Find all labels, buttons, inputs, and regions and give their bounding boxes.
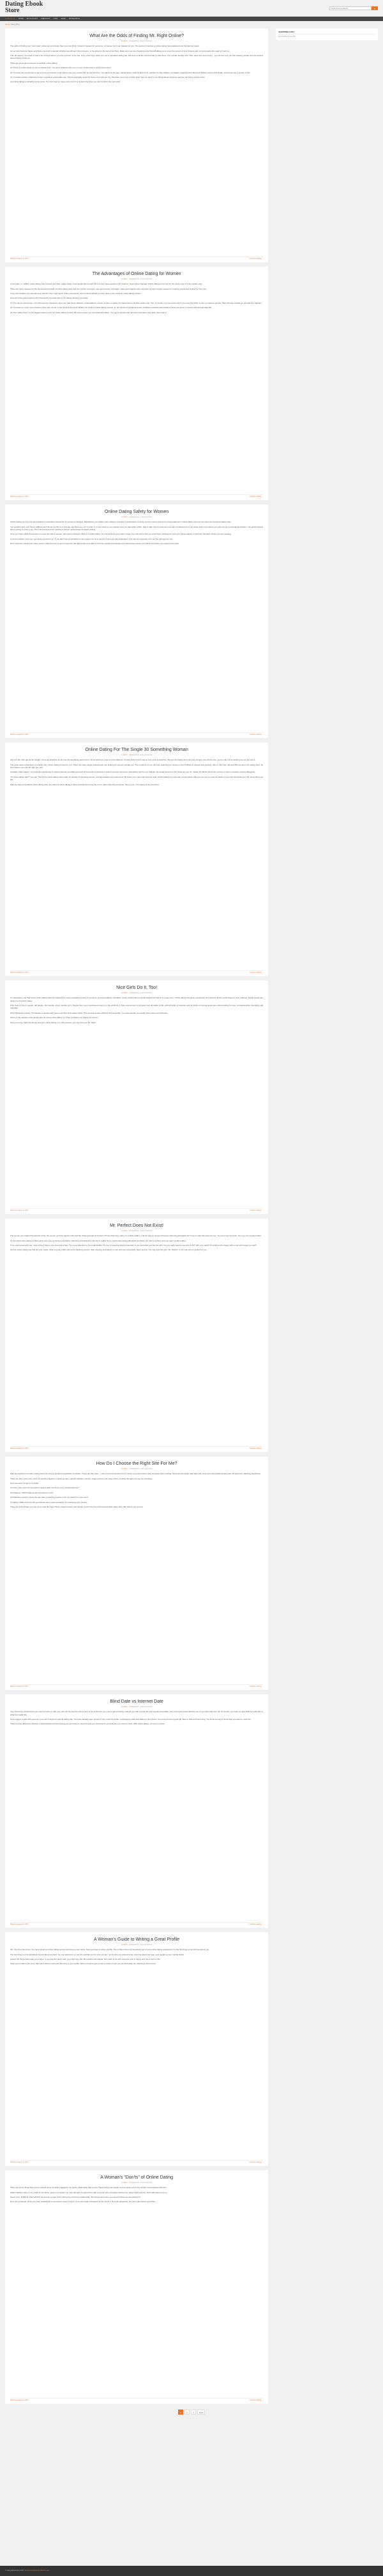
post-paragraph: The odds of finding your "soul mate" online are a lot better than you may think. It doesn't happen for everyone, of course, but it can happen for you. The secret of internet or online dating has explained over the last few years. [10,45,200,48]
post-paragraph: Keep your profile to the point. Men don't want to read your life story in your profile. Write enough to give a man a sense of who you are and leave him wanting to know more. [10,1962,156,1965]
post-paragraph: There is a big difference between a well-intentioned friend saying you just have to meet him and you choosing for yourself who you want to meet. With online dating, you are in control. [10,1722,165,1726]
post-paragraph: Now you know. Take the plunge and give online dating a try. Who knows, you may find your Mr. Right. [10,1021,96,1024]
post-title[interactable]: What Are the Odds of Finding Mr. Right Online? [89,33,184,38]
post-paragraph: (3) Matching systems. Does the site offer a matching system or do you search on your own? [10,1496,89,1499]
post-by: by [121,40,123,42]
post-meta: by admin · Uncategorized · Leave a comment [121,991,153,994]
post-category[interactable]: Uncategorized [128,991,139,994]
post-date[interactable]: Posted on August 11, 2017 [10,496,29,498]
post-meta: by admin · Uncategorized · Leave a comment [121,278,153,280]
post-date[interactable]: Posted on August 11, 2017 [10,2161,29,2164]
blog-post [5,267,268,500]
content-area [0,29,383,2408]
post-title[interactable]: Blind Date vs Internet Date [110,1699,163,1704]
post-title[interactable]: Nice Girls Do It, Too! [116,985,158,990]
post-paragraph: (2) Features. Which features are important to you? [10,1491,54,1494]
post-paragraph: (2) You have so many more choices online that you do in your local social world. Before the world of online dating opened up, the choice of friends and even of lifetime partners was limited to those we came in contact with through daily life. [10,306,212,309]
post-by: by [121,515,123,518]
post-paragraph: (3) The "safety factor" is the biggest reason of all. No online dating service will never reveal your personal information. You get to choose who has that information and when they have it. [10,311,167,314]
post-meta: by admin · Uncategorized · Leave a comment [121,753,153,756]
cart-widget-empty: No products in the cart. [278,36,296,38]
post-date[interactable]: Posted on August 11, 2017 [10,1210,29,1212]
search-input[interactable] [329,6,372,10]
nav-item-checkout[interactable]: CHECKOUT [40,17,50,20]
post-paragraph: If you are honest with you, most of them have a one-two-kind of flaw. Try to pay attention to the small details. The key is knowing what is important to you and what you can live with. Do you really need a man who is 6'2" with a six pack? Or could you be happy with a man who treats you well? [10,1244,257,1247]
nav-item-my-account[interactable]: MY ACCOUNT [26,17,38,20]
post-paragraph: Accent the things that make you unique. If you play the piano well, you might say that. Be positive and upbeat. Men want to be with someone who is happy and has a zest for life. [10,1958,161,1961]
pagination [0,2409,383,2415]
post-paragraph: Here are some things to consider: [10,1482,40,1485]
post-category[interactable]: Uncategorized [128,1705,139,1708]
post-author[interactable]: admin [123,40,128,42]
post-paragraph: (4) Safety. Make sure the site you choose has a good reputation for protecting your privacy. [10,1500,87,1504]
post-paragraph: Some of the reasons most people give for using online dating: (1) Time (2) Money (3) Safety (4) Choice. [10,1016,98,1019]
continue-reading-link[interactable]: Continue reading → [249,496,264,498]
post-footer [10,1922,263,1925]
post-paragraph: Once you have made the decision to meet the man in person, plan well in advance. Meet in a public place. Let a friend know your plans. Keep your cell phone with you at all times. Arrange for your own transportation to and from the place where you are meeting. [10,533,232,536]
post-author[interactable]: admin [123,1467,128,1470]
nav-item-home[interactable]: HOME [18,17,24,20]
post-paragraph: Don't rush into meeting the other person. Take the time to get to know him through emails and calls for the first meeting and always let a friend know where you will be and when you expect to be back. [10,542,179,545]
post-comment-link[interactable]: Leave a comment [140,1467,153,1470]
search-form [329,6,378,10]
post-title[interactable]: Online Dating For The Single 30 Something Woman [85,747,188,752]
nav-item-dating-blog[interactable]: DATING BLOG [68,17,80,20]
post-paragraph: There are a few good reasons to consider online dating: [10,61,58,64]
post-paragraph: There are also niche sites, sites for specific religious or ethnic groups, specific hobbies, seniors, single parents and many others. Finding the right one can be confusing. [10,1477,153,1480]
post-author[interactable]: admin [123,1943,128,1946]
post-paragraph: Never, ever, EVER lie. Men will find out sooner or later and it will be the end of the relationship. Be honest about who you are and what you are looking for. [10,2196,141,2199]
post-date[interactable]: Posted on August 11, 2017 [10,1923,29,1926]
breadcrumb [0,21,383,29]
breadcrumb-home[interactable]: Home [5,24,10,26]
post-title[interactable]: Online Dating Safety for Women [104,509,169,514]
post-paragraph: With the help of reputable online dating sites, the world of online dating is there and fast-becoming the 'norm' rather than the exception. Give it a try. You might just be surprised. [10,783,160,786]
post-paragraph: Who does it? Don't people, tall people, thin people, shorts people do it. People from every developed country in the world do it. Men and women of all ages from all walks of life, with all kinds of interests and all kinds of income levels are online looking for love, companionship, friendship and marriage. [10,1004,264,1010]
post-meta: by admin · Uncategorized · Leave a comment [121,515,153,518]
post-paragraph: There are many reasons for the phenomenal growth of online dating sites and the number of people, men and women of all ages, races and religions who use them as their primary source for meeting people and looking for "the one". [10,287,207,290]
nav-item-catalog[interactable]: CATALOG (0) [5,17,15,20]
post-author[interactable]: admin [123,1229,128,1232]
post-paragraph: If you're hesitant, trust your gut feeling and don't go. If you don't feel comfortable for any reason it's ok to cancel. A nice guy will understand. If he acts the opposite, he's not the right guy for you. [10,537,174,540]
post-date[interactable]: Posted on August 11, 2017 [10,258,29,260]
post-author[interactable]: admin [123,1705,128,1708]
post-title[interactable]: A Woman's Guide to Writing a Great Profile [94,1937,180,1942]
post-title[interactable]: Mr. Perfect Does Not Exist! [110,1223,164,1228]
post-author[interactable]: admin [123,991,128,994]
post-paragraph: It's true that online dating profiles paint every guy as being a wonderful, charming and attractive man but in reality he's a real human being with faults and flaws. No man is perfect. And you aren't perfect either. [10,1239,186,1242]
post-by: by [121,753,123,756]
page-1-button[interactable]: 1 [178,2409,183,2415]
sidebar [276,29,378,2408]
post-footer [10,1446,263,1449]
post-paragraph: OK...the time has come. You have joined an online dating service and have a user name. Now you have to write a profile. The profile is the most important part of your online dating experience. It's the first thing a man will see about you. [10,1948,209,1951]
nav-item-cart[interactable]: CART [53,17,58,20]
continue-reading-link[interactable]: Continue reading → [249,1923,264,1926]
footer-credit[interactable]: Storefront designed by WooThemes. [24,2570,50,2572]
primary-nav [0,17,383,21]
blog-post [5,29,268,262]
post-paragraph: While chatting online or by email do not whine, gripe or complain. No man will want to spend time with a woman who complains all the time. Keep it light and fun. Don't talk about your ex. [10,2191,168,2194]
post-paragraph: With the explosion of online dating sites has come a virtual smorgasbord of choices. There are free sites... I don't recommend them but if money is a real concern, they are better than nothing. There are the larger paid sites with more and varied features like chat, IM and even matching algorithms. [10,1472,261,1476]
post-paragraph: Find an online dating site that fits your needs. Write a great profile and post a flattering picture. Start meeting and talking to men who are real people, flaws and all. You may find that your "Mr. Perfect" is the man who is perfect for you. [10,1248,207,1252]
post-footer [10,256,263,260]
nav-item-shop[interactable]: SHOP [61,17,66,20]
blog-post [5,981,268,1214]
post-footer [10,2160,263,2163]
post-meta: by admin · Uncategorized · Leave a comment [121,2181,153,2184]
post-category[interactable]: Uncategorized [128,2181,139,2184]
post-paragraph: "Is online dating safe?" you ask. There'll be online dating sites made up entirely of parenting women, sexual predators and scammers. But there are many sites that are safe. Online dating is a vast web of information that you can use to meet hundreds of men who are looking for the same thing you are. [10,775,264,781]
post-comment-link[interactable]: Leave a comment [140,278,153,280]
post-list [5,29,268,2408]
post-date[interactable]: Posted on August 11, 2017 [10,1685,29,1688]
blog-post [5,1932,268,2166]
post-category[interactable]: Uncategorized [128,753,139,756]
post-paragraph: It is absolutely true that online online dating sites first started they were populated entirely by perverts, sexual predators, swindlers, social misfits and emotional wrecks but that is no longer true. Online dating has gone mainstream and has lost all the social stigma it once suffered. Single people are using it to find their mates. [10,996,264,1002]
post-paragraph: There are a few things you can do to make the best choice. Read reviews, ask friends, and try the free trial memberships many sites offer before you commit. [10,1506,144,1509]
continue-reading-link[interactable]: Continue reading → [249,734,264,736]
post-meta: by admin · Uncategorized · Leave a comment [121,40,153,42]
breadcrumb-current: Dating Blog [11,24,20,26]
post-paragraph: Life isn't fair. Men get all the breaks. You're as attractive as all your 20 something peers but for 30 somethings it seems to be different. At least that is how it seems from your perspective. Women are dating and marrying younger men all the time, yet so many 30 something women are alone. [10,759,256,762]
post-paragraph: The great news is that there is a better way. Online dating is here for you. There are many single professional men looking for women just like you. The numbers of men who are searching for women in their thirties is massive and growing. Men in their 30s, 40s and 50s are all on the dating sites. So why haven't you met the right guy yet? [10,763,264,769]
cart-widget [276,29,378,40]
post-paragraph: If you don't believe me, just ask your friends in the "real" world. If they are honest, most of them will tell you they have or are using an online dating service. [10,292,142,295]
search-button[interactable] [372,6,378,10]
post-date[interactable]: Posted on August 11, 2017 [10,2399,29,2402]
post-footer [10,2398,263,2401]
post-comment-link[interactable]: Leave a comment [140,753,153,756]
post-meta: by admin · Uncategorized · Leave a comment [121,1229,153,1232]
post-date[interactable]: Posted on August 11, 2017 [10,1447,29,1450]
post-category[interactable]: Uncategorized [128,1229,139,1232]
post-paragraph: (4) Online dating is certainly a time saver. You can meet so many more men in a lot less time than you ever could in the real world. [10,80,121,84]
post-paragraph: Don't be a stranger. Once you have established a connection, keep in touch. If you are really interested, let him know it. Don't be desperate, but don't play hard to get either. [10,2200,156,2203]
post-by: by [121,278,123,280]
post-paragraph: In the past, i.e. 1990's, online dating was a brand new idea. Unlike today, most people did not own PC's or even have access to the internet. Times have changed. Online dating is not only for the nerdy ones. It's the modern way. [10,283,202,286]
next-page-button[interactable]: Next [197,2409,205,2415]
continue-reading-link[interactable]: Continue reading → [249,2399,264,2402]
post-paragraph: (1) There is a wide range of men to choose from. You aren't limited to the men in your social circle or work environment. [10,66,112,70]
post-paragraph: Now imagine a date with someone you met through an internet dating site. You have already seen photos of him, read his profile, exchanged emails and talked on the phone. You know he has a good job, likes to hike and has a dog. You know enough to know that you want to meet him. [10,1718,252,1721]
post-title[interactable]: The Advantages of Online Dating for Women [92,271,181,276]
site-footer [0,2566,383,2576]
post-paragraph: You wouldn't give your name, address and phone number to a strange man that you met in a bar or on the street so you should never do that online either. Play it safe. Get to know the man who contacted you in an online chat room before you give out any personal information. Use good instincts about getting to know a guy. Don't be pressured into meeting a person just because he keeps asking. [10,525,264,531]
post-paragraph: (1) Cost. How much do you want to spend each month for your membership fee? [10,1486,79,1490]
post-title[interactable]: How Do I Choose the Right Site For Me? [96,1461,177,1466]
post-paragraph: Your friend has decided that you need to hook up with your own Mr. So-and-So who is sure to be perfect for you. He's a good looking, well-off guy with a good job and a great personality. Your friend just knows that the two of you will really hit it off. Of course, you have no idea what he looks like or what he's really like. [10,1710,264,1716]
post-paragraph: Here are three good reasons why thousands of people sign up for dating services everyday: [10,297,88,300]
post-paragraph: There are some things that women should never do while engaged in an online relationship with a man. These things are certain to put a quick end to any further conversations with him. [10,2186,167,2189]
post-comment-link[interactable]: Leave a comment [140,991,153,994]
post-comment-link[interactable]: Leave a comment [140,515,153,518]
page-2-button[interactable]: 2 [184,2409,190,2415]
blog-post [5,505,268,738]
blog-post [5,1456,268,1690]
post-by: by [121,991,123,994]
post-by: by [121,1705,123,1708]
post-footer [10,732,263,736]
post-category[interactable]: Uncategorized [128,40,139,42]
blog-post [5,1694,268,1928]
post-comment-link[interactable]: Leave a comment [140,2181,153,2184]
continue-reading-link[interactable]: Continue reading → [249,1210,264,1212]
post-paragraph: (3) You have a better chance to protect yourself in a favorable way. This is especially useful for those of us who are shy. We have more time to think about how we want to say things about ourselves and we can freely express them. [10,76,206,79]
post-by: by [121,2181,123,2184]
post-paragraph: The old saying, "You have to kiss a lot of frogs before you find a prince" is so true. Only a few frogs when you use a reputable dating site, and look at all the pictures that go with them. For a small monthly fee? Then save time and money... you can be sure you are meeting people who are serious about finding someone. [10,54,264,60]
site-title[interactable]: Dating Ebook Store [5,1,43,14]
post-by: by [121,1229,123,1232]
continue-reading-link[interactable]: Continue reading → [249,2161,264,2164]
footer-copyright: © Dating Ebook Store 2017. [5,2570,24,2572]
continue-reading-link[interactable]: Continue reading → [249,258,264,260]
post-category[interactable]: Uncategorized [128,1943,139,1946]
breadcrumb-separator: / [10,24,11,26]
post-by: by [121,1467,123,1470]
post-footer [10,494,263,498]
search-icon: ⌕ [373,6,376,10]
post-paragraph: Online dating can be a fun and certainly a rewarding experience for women of all ages. Maintaining your safety when dating is it simply a combination of using common sense and some good judgement. Online safety rules are the same as real world safety rules. [10,521,232,524]
post-date[interactable]: Posted on August 11, 2017 [10,972,29,974]
post-author[interactable]: admin [123,2181,128,2184]
post-paragraph: Consider online dating. You have the opportunity to read hundreds of profiles and look at hundreds of pictures to search out that "someone" that will be right for you. Maybe not tonight and not in the same city you do, maybe he will be across the country or even in another country altogether. [10,771,256,774]
post-meta: by admin · Uncategorized · Leave a comment [121,1705,153,1708]
post-category[interactable]: Uncategorized [128,515,139,518]
blog-post [5,2170,268,2404]
post-comment-link[interactable]: Leave a comment [140,1229,153,1232]
site-header [0,0,383,17]
post-comment-link[interactable]: Leave a comment [140,1943,153,1946]
post-category[interactable]: Uncategorized [128,278,139,280]
post-footer [10,1684,263,1687]
post-paragraph: The sooner you realize this sad fact of life, the sooner you'll be happier with real life. Clean Enough for Perfect, Prince Charming, riding on a white stallion, and his way so hooves Princess Charming alongside him? Let me take this down for you. You won't ever find him. Your guy isn't perfect either. [10,1234,262,1238]
post-footer [10,1208,263,1211]
post-meta: by admin · Uncategorized · Leave a comment [121,1467,153,1470]
continue-reading-link[interactable]: Continue reading → [249,1685,264,1688]
post-author[interactable]: admin [123,278,128,280]
blog-post [5,743,268,976]
post-paragraph: (1) You can be anonymous. You will never be required to give your real name, address, email address, phone number, or place of employment to another online user. You, of course, may do so but only if your new friendship is one you want to pursue. Sites will only contact you through the website. [10,301,262,304]
blog-post [5,1218,268,1452]
continue-reading-link[interactable]: Continue reading → [249,972,264,974]
post-paragraph: Why? Because it works. Thousands of people each year meet their soul mates online. The process is easy, efficient and enjoyable. You meet people you would never have met otherwise. [10,1011,169,1014]
post-by: by [121,1943,123,1946]
post-paragraph: As our lives become busier and busier we tend to wonder whether we will ever find someone, or be alone for the rest of our lives. Make sure you are choosing a site that will allow you to meet the person of your dreams and not just people who want to hook up. [10,49,230,52]
post-paragraph: (2) You have the opportunity to get to know a bit about a man before you ever contact him for the first time. You will know his age, marital status, what he likes to do, whether he has children, his height, weight and his likes and dislikes all from his profile. You'll even see a picture of him. [10,71,251,74]
post-paragraph: The first thing is to be absolutely honest about yourself. You are looking for a man who will like you for who you are, not for who you pretend to be. Don't lie about your age, your weight or your marital status. [10,1953,184,1956]
page-3-button[interactable]: 3 [191,2409,196,2415]
continue-reading-link[interactable]: Continue reading → [249,1447,264,1450]
post-date[interactable]: Posted on August 11, 2017 [10,734,29,736]
post-title[interactable]: A Woman's "Don'ts" of Online Dating [100,2175,173,2180]
post-comment-link[interactable]: Leave a comment [140,40,153,42]
post-footer [10,970,263,973]
post-category[interactable]: Uncategorized [128,1467,139,1470]
post-meta: by admin · Uncategorized · Leave a comment [121,1943,153,1946]
post-author[interactable]: admin [123,515,128,518]
post-comment-link[interactable]: Leave a comment [140,1705,153,1708]
post-author[interactable]: admin [123,753,128,756]
cart-widget-title: SHOPPING CART [278,31,375,34]
